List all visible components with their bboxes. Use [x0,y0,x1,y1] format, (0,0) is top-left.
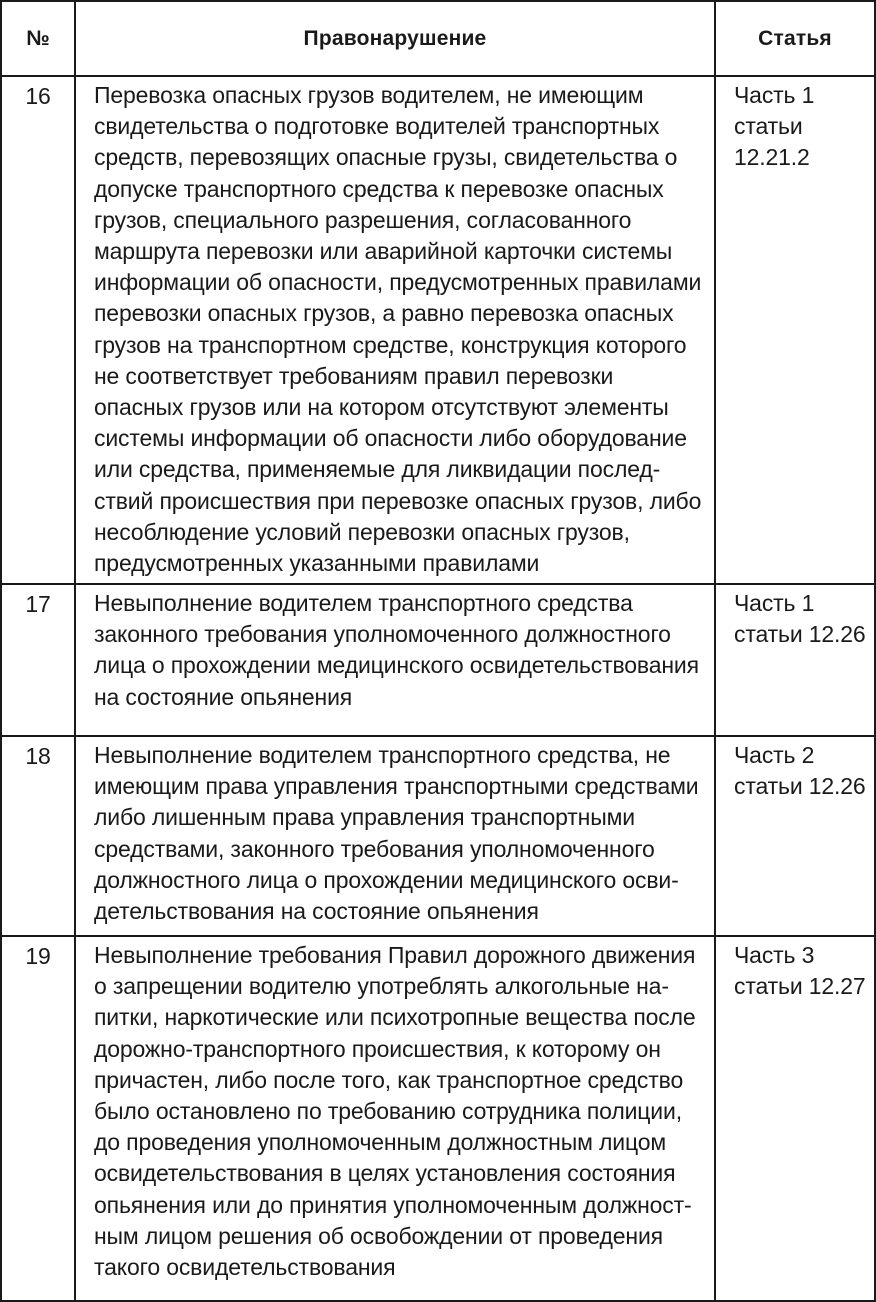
offense-description: Перевозка опасных грузов водителем, не имеющим свидетельства о подготовке водителей транспортных средств, перевозящих опасные грузы, свидетельства о допуске транспортного средства к перевозке опасных грузов, специального разрешения, согласованного маршрута перевозки или аварийной карточки системы информации об опасности, предусмотренных правилами перевозки опасных грузов, а равно перевозка опасных грузов на транспортном средстве, конструкция которого не соответствует требованиям правил перевозки опасных грузов или на котором отсутствуют элементы системы информации об опасности либо оборудование или средства, применяемые для ликвидации последствий происшествия при перевозке опасных грузов, либо несоблюдение условий перевозки опасных грузов, предусмотренных указанными правилами [75,76,715,584]
article-reference: Часть 2 статьи 12.26 [715,736,875,936]
row-number: 18 [1,736,75,936]
table-row [1,76,875,584]
row-number: 16 [1,76,75,584]
article-reference: Часть 3 статьи 12.27 [715,936,875,1301]
article-reference: Часть 1 статьи 12.26 [715,584,875,736]
table-row [1,936,875,1301]
row-number: 19 [1,936,75,1301]
header-offense: Правонарушение [75,1,715,76]
offense-description: Невыполнение требования Правил дорожного движения о запрещении водителю употреблять алкогольные напитки, наркотические или психотропные вещества после дорожно-транспортного происшествия, к которому он причастен, либо после того, как транспортное средство было остановлено по требованию сотрудника полиции, до проведения уполномоченным должностным лицом освидетельствования в целях установления состояния опьянения или до принятия уполномоченным должностным лицом решения об освобождении от проведения такого освидетельствования [75,936,715,1301]
row-number: 17 [1,584,75,736]
article-reference: Часть 1 статьи 12.21.2 [715,76,875,584]
table-row [1,584,875,736]
header-number: № [1,1,75,76]
offense-description: Невыполнение водителем транспортного средства законного требования уполномоченного должностного лица о прохождении медицинского освидетельствования на состояние опьянения [75,584,715,736]
header-article: Статья [715,1,875,76]
table-header-row [1,1,875,76]
offense-description: Невыполнение водителем транспортного средства, не имеющим права управления транспортными средствами либо лишенным права управления транспортными средствами, законного требования уполномоченного должностного лица о прохождении медицинского освидетельствования на состояние опьянения [75,736,715,936]
table-row [1,736,875,936]
